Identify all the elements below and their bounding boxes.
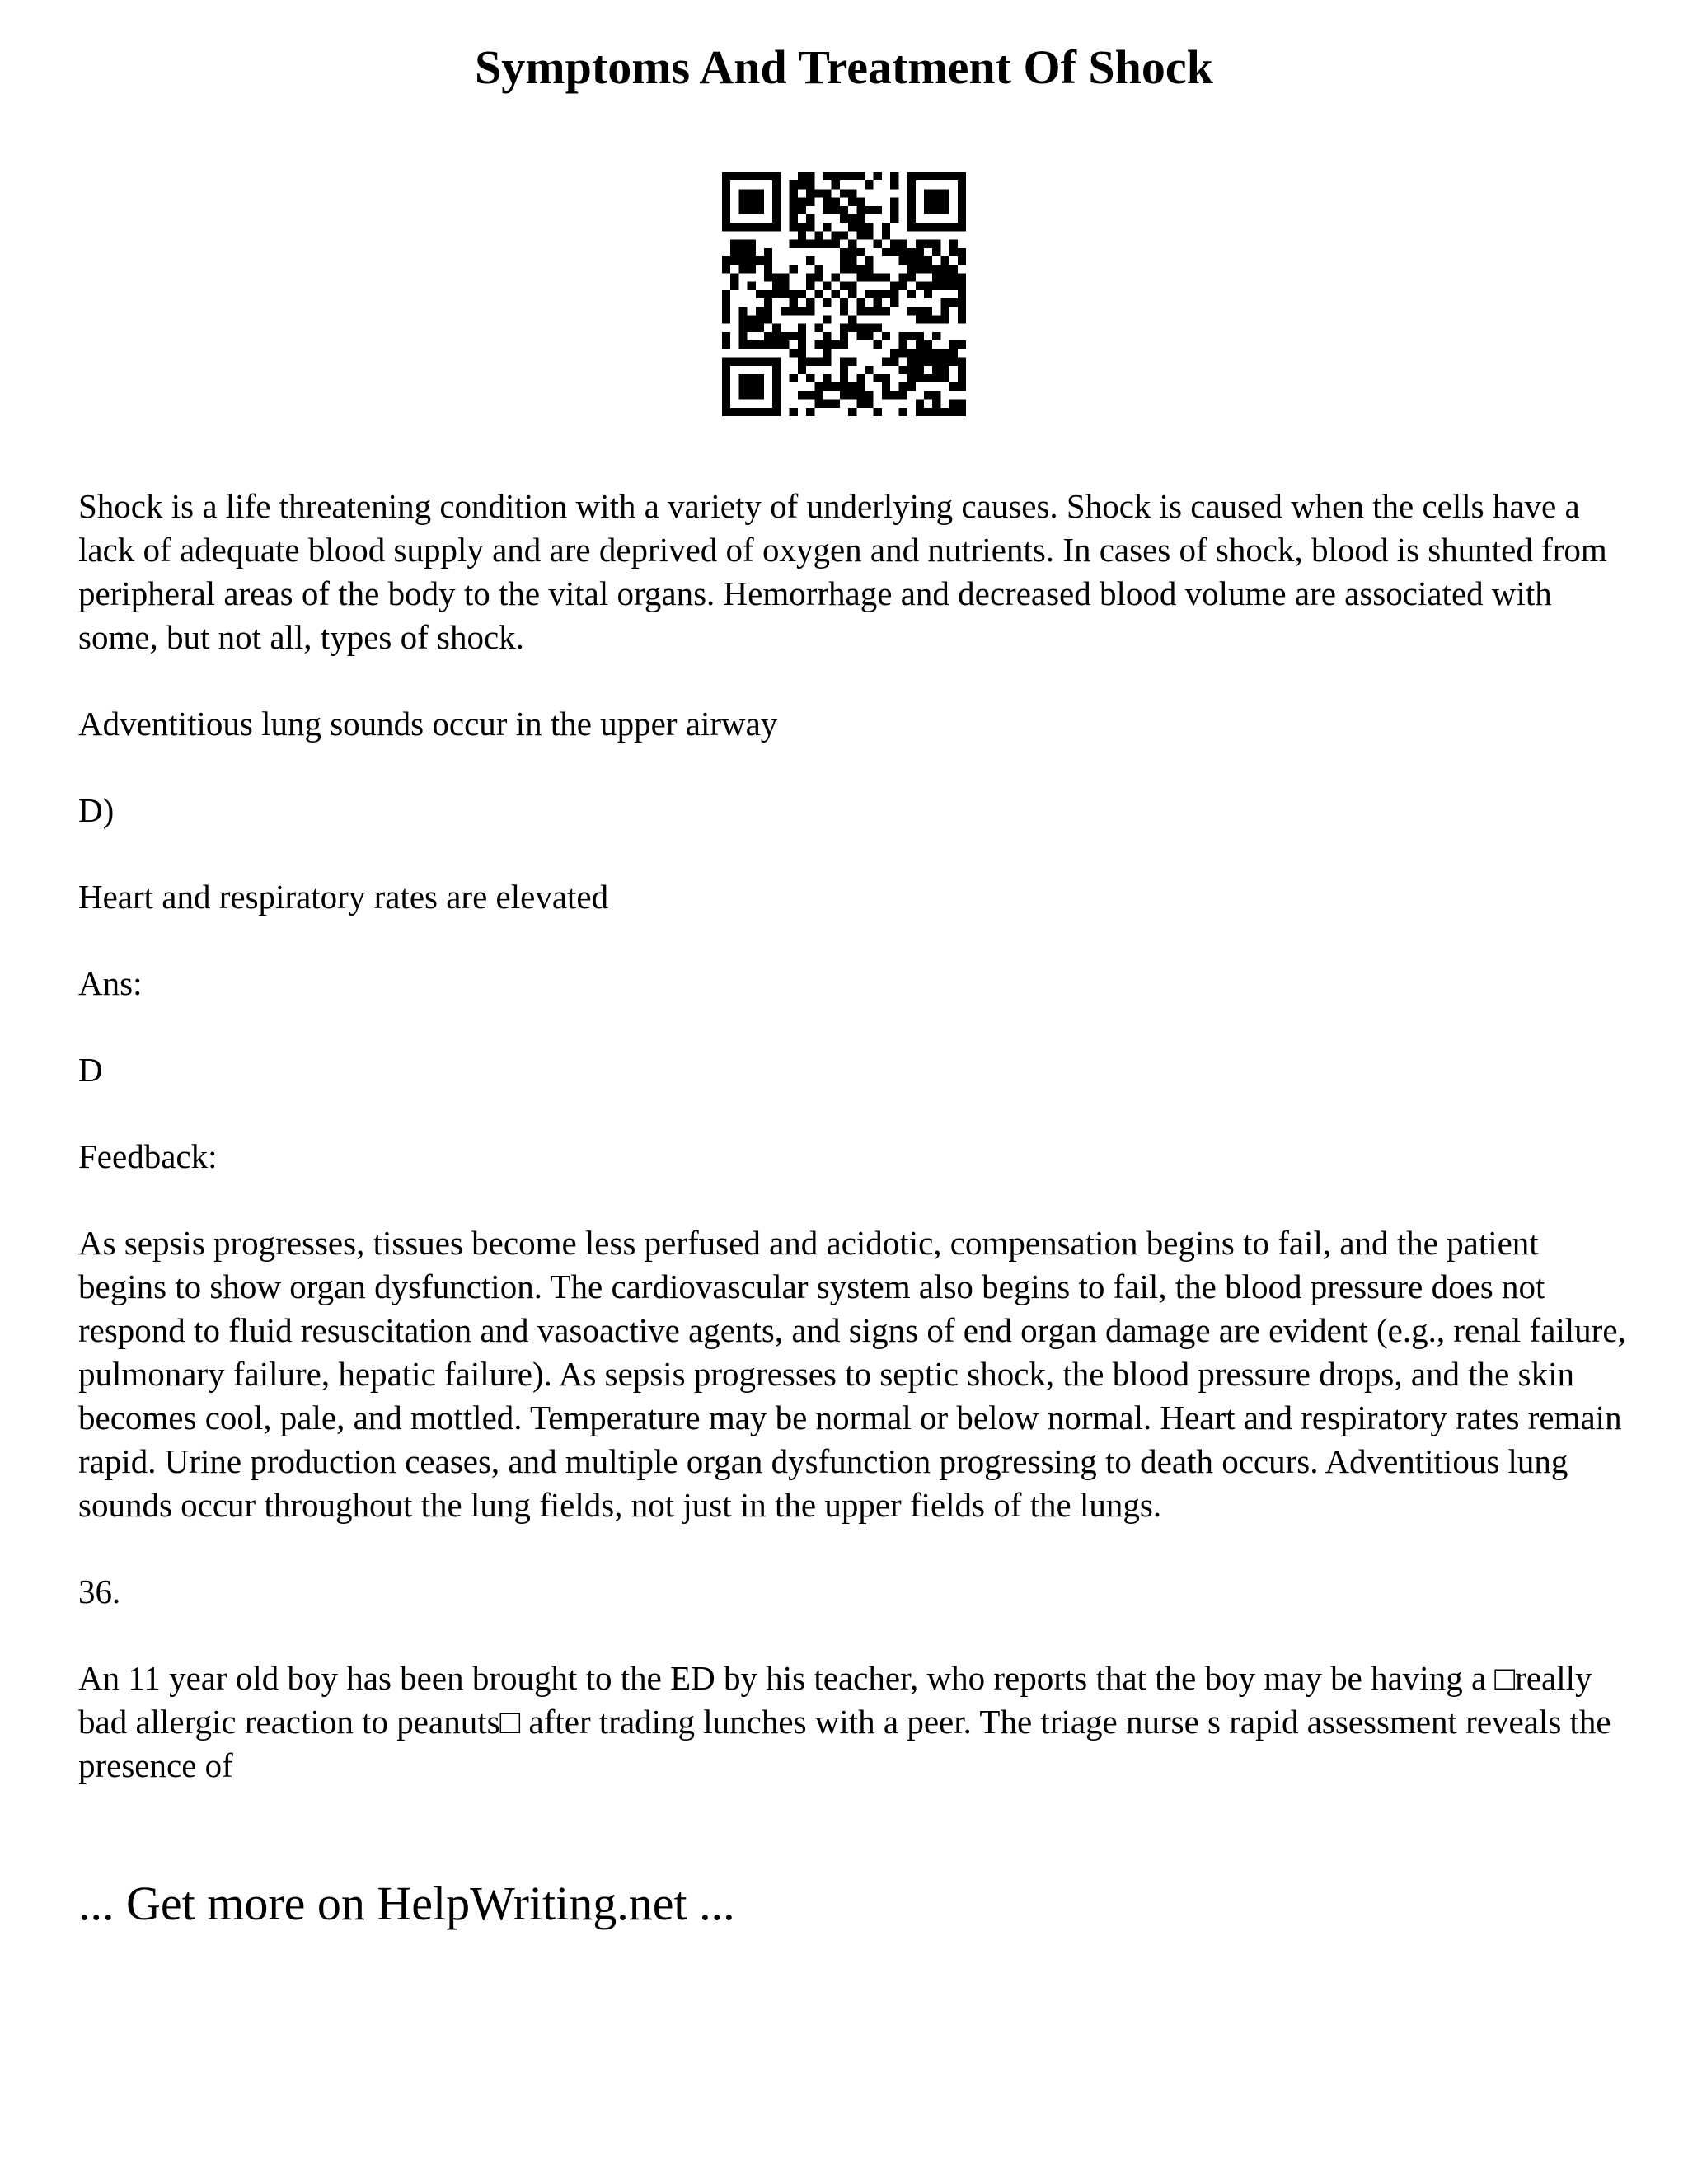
answer-label: Ans:	[78, 964, 143, 1002]
answer-option-text: Heart and respiratory rates are elevated	[78, 878, 609, 916]
answer-value: D	[78, 1051, 103, 1089]
page-title: Symptoms And Treatment Of Shock	[475, 40, 1213, 94]
question-number: 36.	[78, 1572, 121, 1610]
answer-option-text: Adventitious lung sounds occur in the upper airway	[78, 705, 778, 743]
feedback-paragraph: As sepsis progresses, tissues become less perfused and acidotic, compensation begins to fail, and the patient begins to show organ dysfunction. The cardiovascular system also begins to fail, the blood pressure does not respond to fluid resuscitation and vasoactive agents, and signs of end organ damage are evident (e.g., renal failure, pulmonary failure, hepatic failure). As sepsis progresses to septic shock, the blood pressure drops, and the skin becomes cool, pale, and mottled. Temperature may be normal or below normal. Heart and respiratory rates remain rapid. Urine production ceases, and multiple organ dysfunction progressing to death occurs. Adventitious lung sounds occur throughout the lung fields, not just in the upper fields of the lungs.	[78, 1224, 1626, 1524]
document-body	[78, 485, 1628, 1830]
option-letter: D)	[78, 791, 115, 829]
get-more-link[interactable]: ... Get more on HelpWriting.net ...	[78, 1877, 735, 1930]
qr-code-icon	[722, 172, 966, 416]
question-paragraph: An 11 year old boy has been brought to the ED by his teacher, who reports that the boy may be having a □really bad allergic reaction to peanuts□ after trading lunches with a peer. The triage nurse s rapid assessment reveals the presence of	[78, 1659, 1611, 1784]
intro-paragraph: Shock is a life threatening condition with a variety of underlying causes. Shock is caused when the cells have a lack of adequate blood supply and are deprived of oxygen and nutrients. In cases of shock, blood is shunted from peripheral areas of the body to the vital organs. Hemorrhage and decreased blood volume are associated with some, but not all, types of shock.	[78, 487, 1607, 656]
feedback-label: Feedback:	[78, 1137, 218, 1175]
